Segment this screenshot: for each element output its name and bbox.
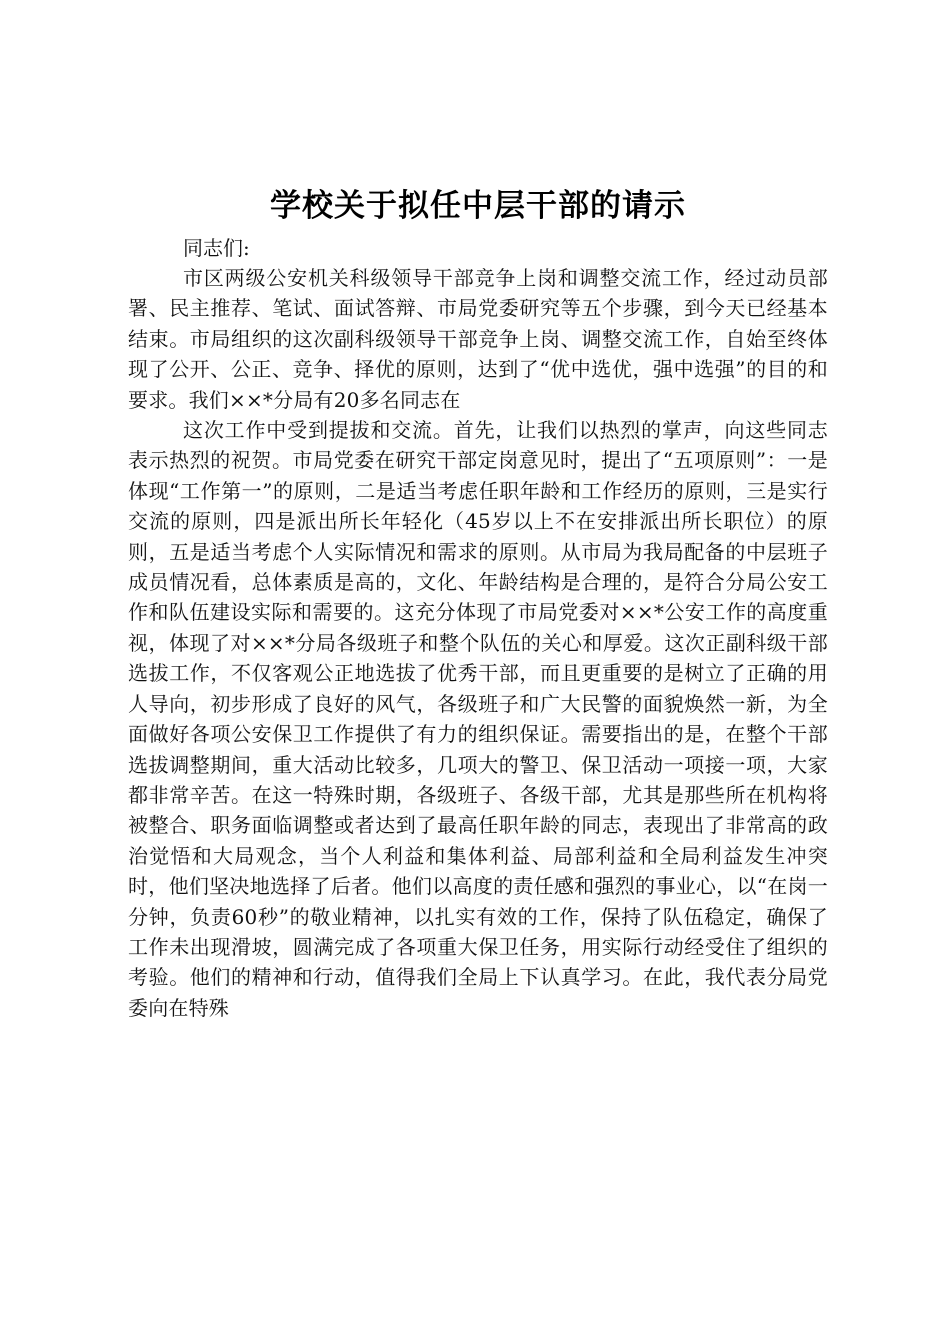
salutation: 同志们: [183, 236, 250, 260]
body-paragraph-2: 这次工作中受到提拔和交流。首先，让我们以热烈的掌声，向这些同志表示热烈的祝贺。市局党委在研究干部定岗意见时，提出了“五项原则”：一是体现“工作第一”的原则，二是适当考虑任职年龄和工作经历的原则，三是实行交流的原则，四是派出所长年轻化（45岁以上不在安排派出所长职位）的原则，五是适当考虑个人实际情况和需求的原则。从市局为我局配备的中层班子成员情况看，总体素质是高的，文化、年龄结构是合理的，是符合分局公安工作和队伍建设实际和需要的。这充分体现了市局党委对××*公安工作的高度重视，体现了对××*分局各级班子和整个队伍的关心和厚爱。这次正副科级干部选拔工作，不仅客观公正地选拔了优秀干部，而且更重要的是树立了正确的用人导向，初步形成了良好的风气，各级班子和广大民警的面貌焕然一新，为全面做好各项公安保卫工作提供了有力的组织保证。需要指出的是，在整个干部选拔调整期间，重大活动比较多，几项大的警卫、保卫活动一项接一项，大家都非常辛苦。在这一特殊时期，各级班子、各级干部，尤其是那些所在机构将被整合、职务面临调整或者达到了最高任职年龄的同志，表现出了非常高的政治觉悟和大局观念，当个人利益和集体利益、局部利益和全局利益发生冲突时，他们坚决地选择了后者。他们以高度的责任感和强烈的事业心，以“在岗一分钟，负责60秒”的敬业精神，以扎实有效的工作，保持了队伍稳定，确保了工作未出现滑坡，圆满完成了各项重大保卫任务，用实际行动经受住了组织的考验。他们的精神和行动，值得我们全局上下认真学习。在此，我代表分局党委向在特殊 [128, 418, 828, 1020]
document-title: 学校关于拟任中层干部的请示 [270, 188, 686, 224]
document-page [128, 180, 828, 1023]
body-paragraph-1: 市区两级公安机关科级领导干部竞争上岗和调整交流工作，经过动员部署、民主推荐、笔试、面试答辩、市局党委研究等五个步骤，到今天已经基本结束。市局组织的这次副科级领导干部竞争上岗、调整交流工作，自始至终体现了公开、公正、竞争、择优的原则，达到了“优中选优，强中选强”的目的和要求。我们××*分局有20多名同志在 [128, 266, 828, 412]
